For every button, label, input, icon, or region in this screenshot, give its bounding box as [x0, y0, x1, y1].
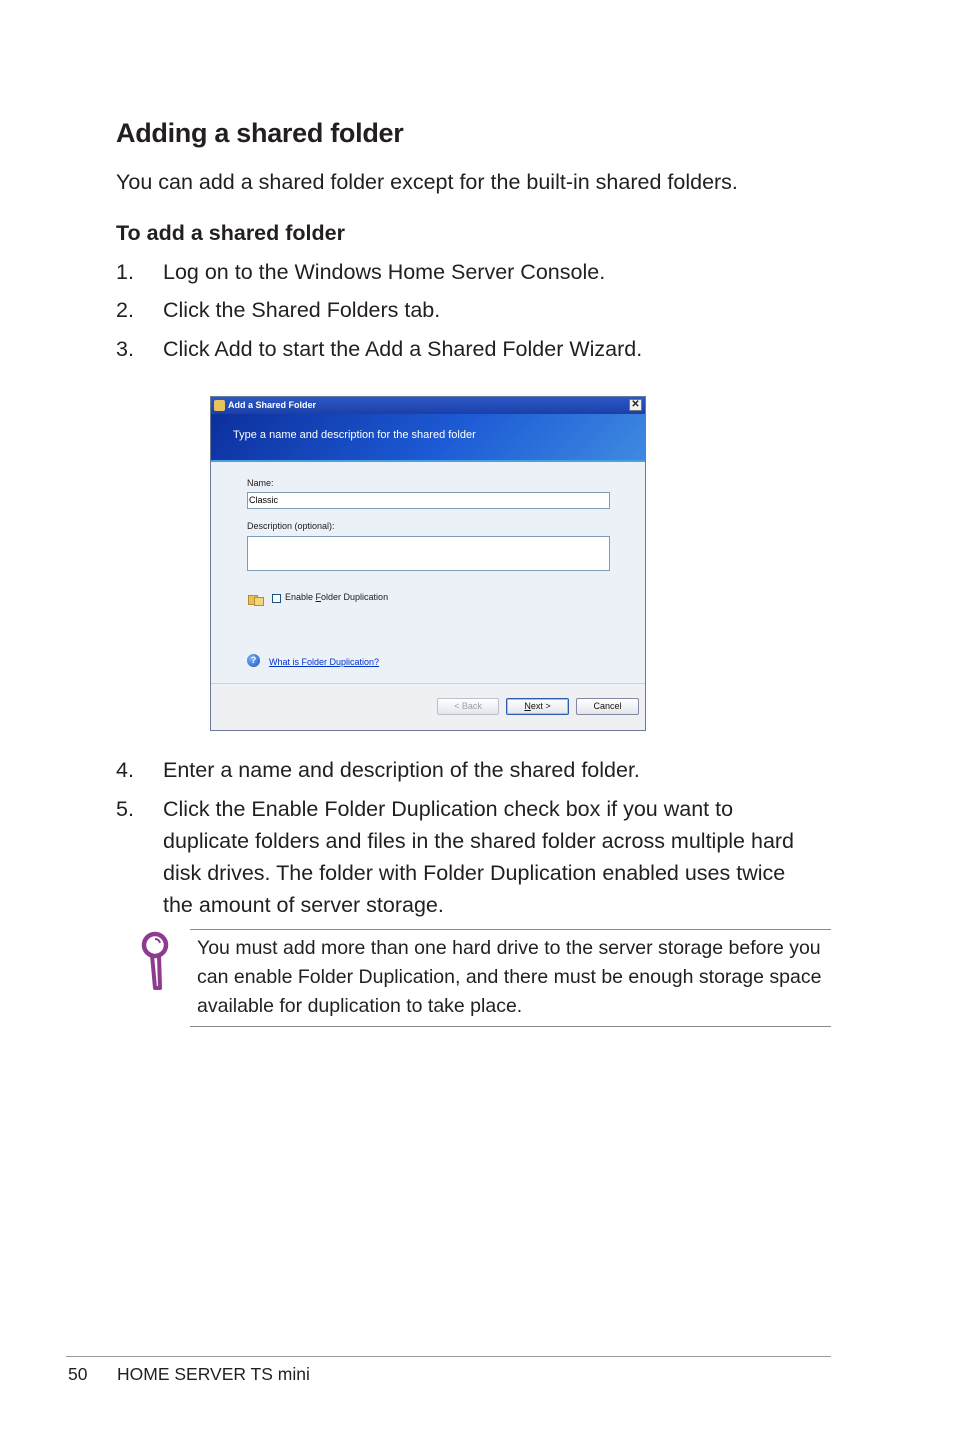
page-heading: Adding a shared folder — [116, 118, 404, 148]
step-number: 5. — [116, 797, 134, 821]
add-shared-folder-dialog — [210, 396, 646, 731]
shared-folder-icon — [214, 400, 225, 411]
close-icon[interactable]: ✕ — [629, 399, 642, 411]
enable-folder-duplication-label[interactable]: Enable Folder Duplication — [285, 592, 389, 602]
dialog-button-bar — [211, 683, 645, 731]
help-icon: ? — [247, 654, 260, 667]
step-text: Click the Shared Folders tab. — [163, 298, 441, 322]
folder-duplication-help-link[interactable]: What is Folder Duplication? — [269, 657, 380, 667]
step-number: 1. — [116, 260, 134, 284]
footer-product-name: HOME SERVER TS mini — [117, 1364, 310, 1384]
note-divider-bottom — [190, 1026, 831, 1027]
name-input[interactable]: Classic — [247, 492, 610, 509]
wizard-banner-text: Type a name and description for the shared folder — [233, 429, 476, 441]
footer-divider — [66, 1356, 831, 1357]
intro-paragraph: You can add a shared folder except for the built-in shared folders. — [116, 170, 738, 194]
step-number: 2. — [116, 298, 134, 322]
description-label: Description (optional): — [247, 521, 335, 531]
magnifier-note-icon — [140, 930, 172, 992]
cancel-button[interactable]: Cancel — [576, 698, 639, 715]
page-number: 50 — [68, 1364, 88, 1384]
name-label: Name: — [247, 478, 274, 488]
enable-folder-duplication-checkbox[interactable] — [272, 594, 281, 603]
folder-duplication-icon — [248, 593, 265, 606]
step-text: Log on to the Windows Home Server Console. — [163, 260, 606, 284]
dialog-title: Add a Shared Folder — [228, 400, 317, 410]
wizard-banner — [211, 414, 645, 462]
step-number: 3. — [116, 337, 134, 361]
step-text: Click the Enable Folder Duplication check box if you want to duplicate folders and files in the shared folder across multiple hard disk drives. The folder with Folder Duplication enabled uses twice the amount of server storage. — [163, 797, 795, 917]
back-button[interactable]: < Back — [437, 698, 499, 715]
step-text: Click Add to start the Add a Shared Folder Wizard. — [163, 337, 643, 361]
description-input[interactable] — [247, 536, 610, 571]
procedure-heading: To add a shared folder — [116, 221, 345, 245]
note-divider-top — [190, 929, 831, 930]
next-button[interactable]: Next > — [506, 698, 569, 715]
step-text: Enter a name and description of the shared folder. — [163, 758, 640, 782]
dialog-titlebar — [211, 397, 645, 414]
note-text: You must add more than one hard drive to the server storage before you can enable Folder Duplication, and there must be enough storage space available for duplication to take place. — [197, 937, 822, 1017]
step-number: 4. — [116, 758, 134, 782]
